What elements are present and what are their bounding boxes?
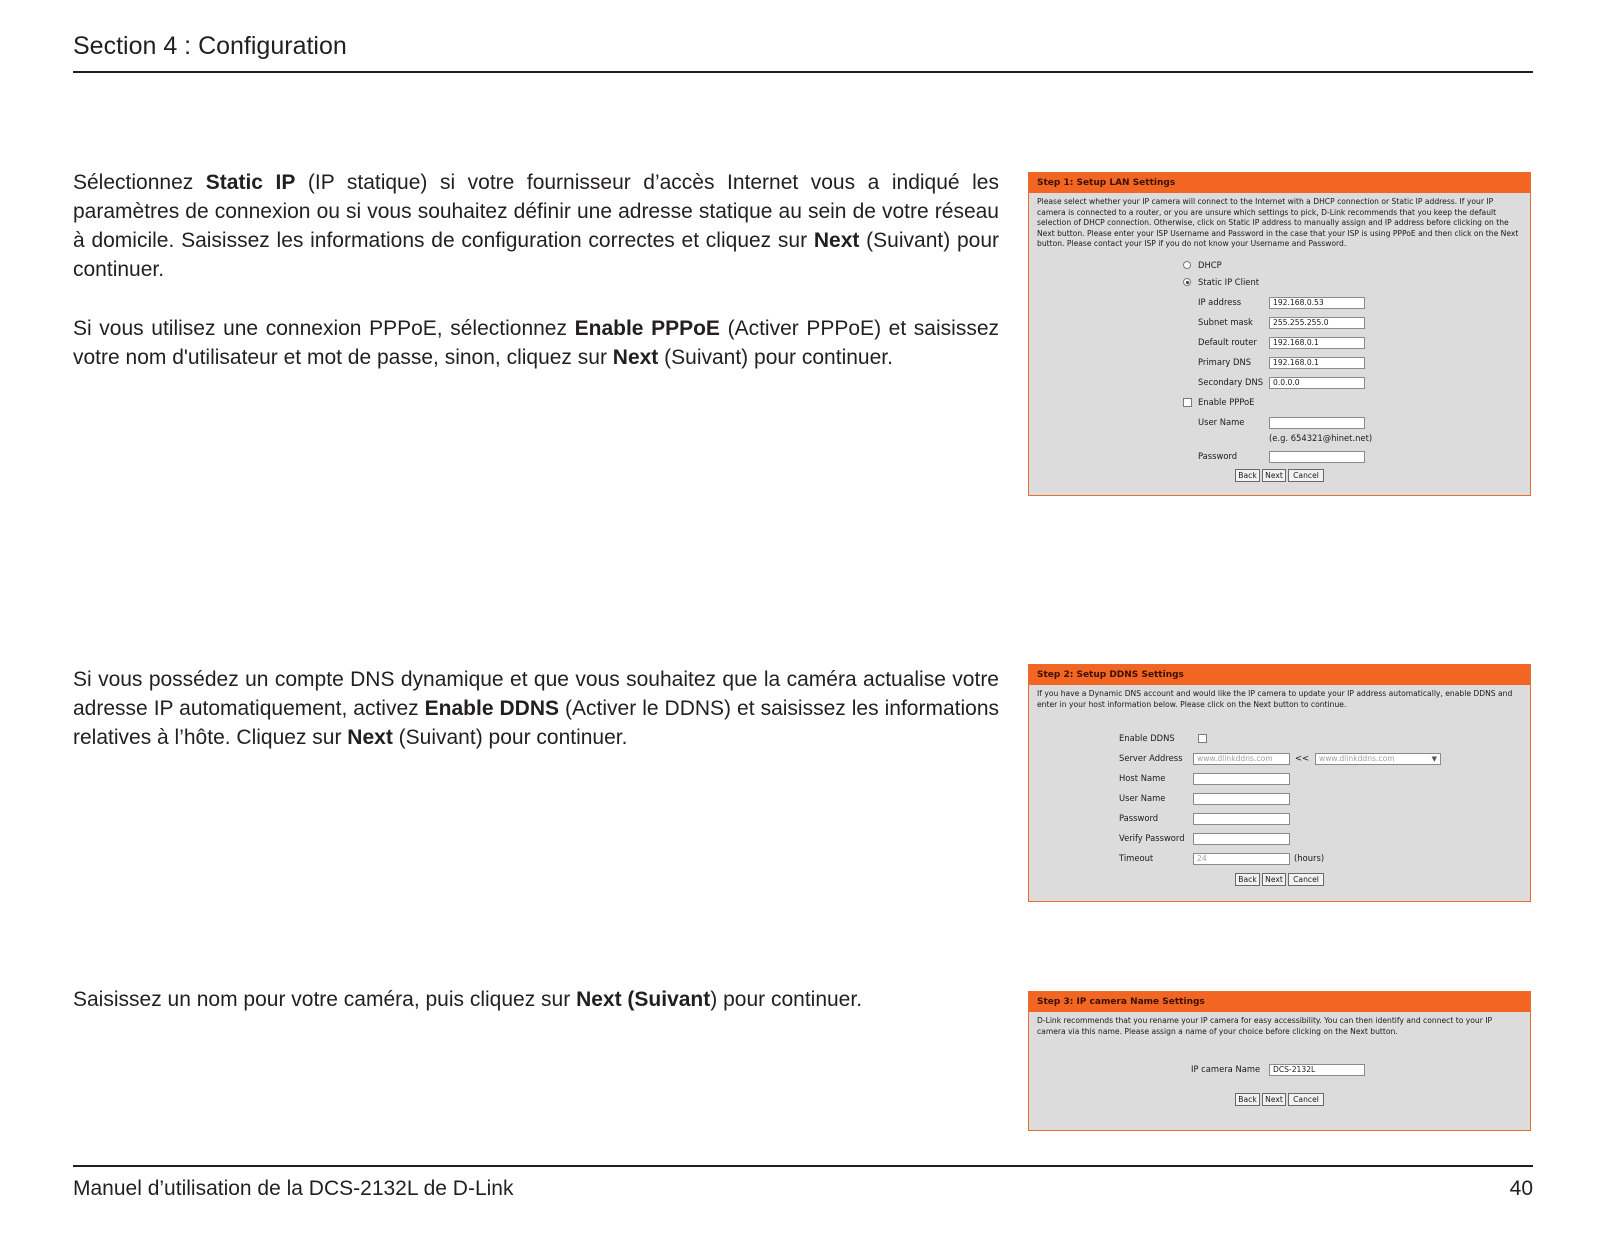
back-button[interactable]: Back	[1235, 1093, 1260, 1106]
paragraph-ddns: Si vous possédez un compte DNS dynamique et que vous souhaitez que la caméra actualise votre adresse IP automatiquement, activez Enable DDNS (Activer le DDNS) et saisissez les informations relatives à l’hôte. Cliquez sur Next (Suivant) pour continuer.	[73, 668, 999, 749]
ddns-password-field[interactable]	[1193, 813, 1290, 825]
dhcp-radio[interactable]	[1183, 261, 1191, 269]
paragraph-camera-name: Saisissez un nom pour votre caméra, puis cliquez sur Next (Suivant) pour continuer.	[73, 988, 863, 1011]
server-copy-arrow: <<	[1295, 753, 1310, 763]
host-name-field[interactable]	[1193, 773, 1290, 785]
paragraph-static-ip: Sélectionnez Static IP (IP statique) si votre fournisseur d’accès Internet vous a indiqué les paramètres de connexion ou si vous souhaitez définir une adresse statique au sein de votre réseau à domicile. Saisissez les informations de configuration correctes et cliquez sur Next (Suivant) pour continuer.	[73, 171, 999, 281]
lan-settings-title: Step 1: Setup LAN Settings	[1029, 173, 1530, 193]
static-ip-radio[interactable]	[1183, 278, 1191, 286]
default-router-field[interactable]: 192.168.0.1	[1269, 337, 1365, 349]
camera-name-field[interactable]: DCS-2132L	[1269, 1064, 1365, 1076]
camera-name-title: Step 3: IP camera Name Settings	[1029, 992, 1530, 1012]
host-name-label: Host Name	[1119, 773, 1166, 783]
secondary-dns-label: Secondary DNS	[1198, 377, 1264, 387]
next-button[interactable]: Next	[1262, 469, 1286, 482]
enable-ddns-label: Enable DDNS	[1119, 733, 1175, 743]
primary-dns-label: Primary DNS	[1198, 357, 1252, 367]
subnet-mask-field[interactable]: 255.255.255.0	[1269, 317, 1365, 329]
timeout-field[interactable]: 24	[1193, 853, 1290, 865]
ddns-username-field[interactable]	[1193, 793, 1290, 805]
enable-pppoe-label: Enable PPPoE	[1198, 397, 1255, 407]
pppoe-password-label: Password	[1198, 451, 1238, 461]
ddns-settings-panel	[1028, 664, 1531, 902]
server-address-label: Server Address	[1119, 753, 1183, 763]
paragraph-pppoe: Si vous utilisez une connexion PPPoE, sélectionnez Enable PPPoE (Activer PPPoE) et saisissez votre nom d'utilisateur et mot de passe, sinon, cliquez sur Next (Suivant) pour continuer.	[73, 317, 1000, 369]
page-header-title: Section 4 : Configuration	[73, 32, 347, 60]
ddns-password-label: Password	[1119, 813, 1159, 823]
pppoe-username-label: User Name	[1198, 417, 1245, 427]
lan-settings-description: Please select whether your IP camera will connect to the Internet with a DHCP connection or Static IP address. If your IP camera is connected to a router, or you are unsure which settings to pick, D-Link recommends that you keep the default selection of DHCP connection. Otherwise, click on Static IP address to manually assign and IP address before clicking on the Next button. Please enter your ISP Username and Password in the case that your ISP is using PPPoE and then click on the Next button. Please contact your ISP if you do not know your Username and Password.	[1037, 197, 1519, 249]
server-address-select[interactable]: www.dlinkddns.com ▼	[1315, 753, 1441, 765]
camera-name-description: D-Link recommends that you rename your IP camera for easy accessibility. You can then identify and connect to your IP camera via this name. Please assign a name of your choice before clicking on the Next button.	[1037, 1016, 1493, 1036]
cancel-button[interactable]: Cancel	[1288, 873, 1324, 886]
header-rule	[73, 71, 1533, 73]
cancel-button[interactable]: Cancel	[1288, 1093, 1324, 1106]
timeout-unit: (hours)	[1294, 853, 1325, 863]
chevron-down-icon: ▼	[1431, 755, 1437, 763]
ip-address-label: IP address	[1198, 297, 1242, 307]
enable-pppoe-checkbox[interactable]	[1183, 398, 1192, 407]
dhcp-label: DHCP	[1198, 260, 1222, 270]
ip-address-field[interactable]: 192.168.0.53	[1269, 297, 1365, 309]
next-button[interactable]: Next	[1262, 1093, 1286, 1106]
subnet-mask-label: Subnet mask	[1198, 317, 1253, 327]
pppoe-password-field[interactable]	[1269, 451, 1365, 463]
verify-password-field[interactable]	[1193, 833, 1290, 845]
next-button[interactable]: Next	[1262, 873, 1286, 886]
enable-ddns-checkbox[interactable]	[1198, 734, 1207, 743]
pppoe-username-hint: (e.g. 654321@hinet.net)	[1269, 433, 1373, 443]
ddns-settings-title: Step 2: Setup DDNS Settings	[1029, 665, 1530, 685]
verify-password-label: Verify Password	[1119, 833, 1185, 843]
static-ip-label: Static IP Client	[1198, 277, 1260, 287]
camera-name-panel	[1028, 991, 1531, 1131]
cancel-button[interactable]: Cancel	[1288, 469, 1324, 482]
lan-settings-panel	[1028, 172, 1531, 496]
footer-title: Manuel d’utilisation de la DCS-2132L de D-Link	[73, 1177, 514, 1200]
back-button[interactable]: Back	[1235, 469, 1260, 482]
camera-name-label: IP camera Name	[1191, 1064, 1261, 1074]
back-button[interactable]: Back	[1235, 873, 1260, 886]
secondary-dns-field[interactable]: 0.0.0.0	[1269, 377, 1365, 389]
default-router-label: Default router	[1198, 337, 1257, 347]
primary-dns-field[interactable]: 192.168.0.1	[1269, 357, 1365, 369]
timeout-label: Timeout	[1119, 853, 1154, 863]
page-number: 40	[1509, 1177, 1533, 1200]
ddns-settings-description: If you have a Dynamic DNS account and would like the IP camera to update your IP address automatically, enable DDNS and enter in your host information below. Please click on the Next button to continue.	[1037, 689, 1513, 709]
footer-rule	[73, 1165, 1533, 1167]
server-address-field[interactable]: www.dlinkddns.com	[1193, 753, 1290, 765]
ddns-username-label: User Name	[1119, 793, 1166, 803]
pppoe-username-field[interactable]	[1269, 417, 1365, 429]
